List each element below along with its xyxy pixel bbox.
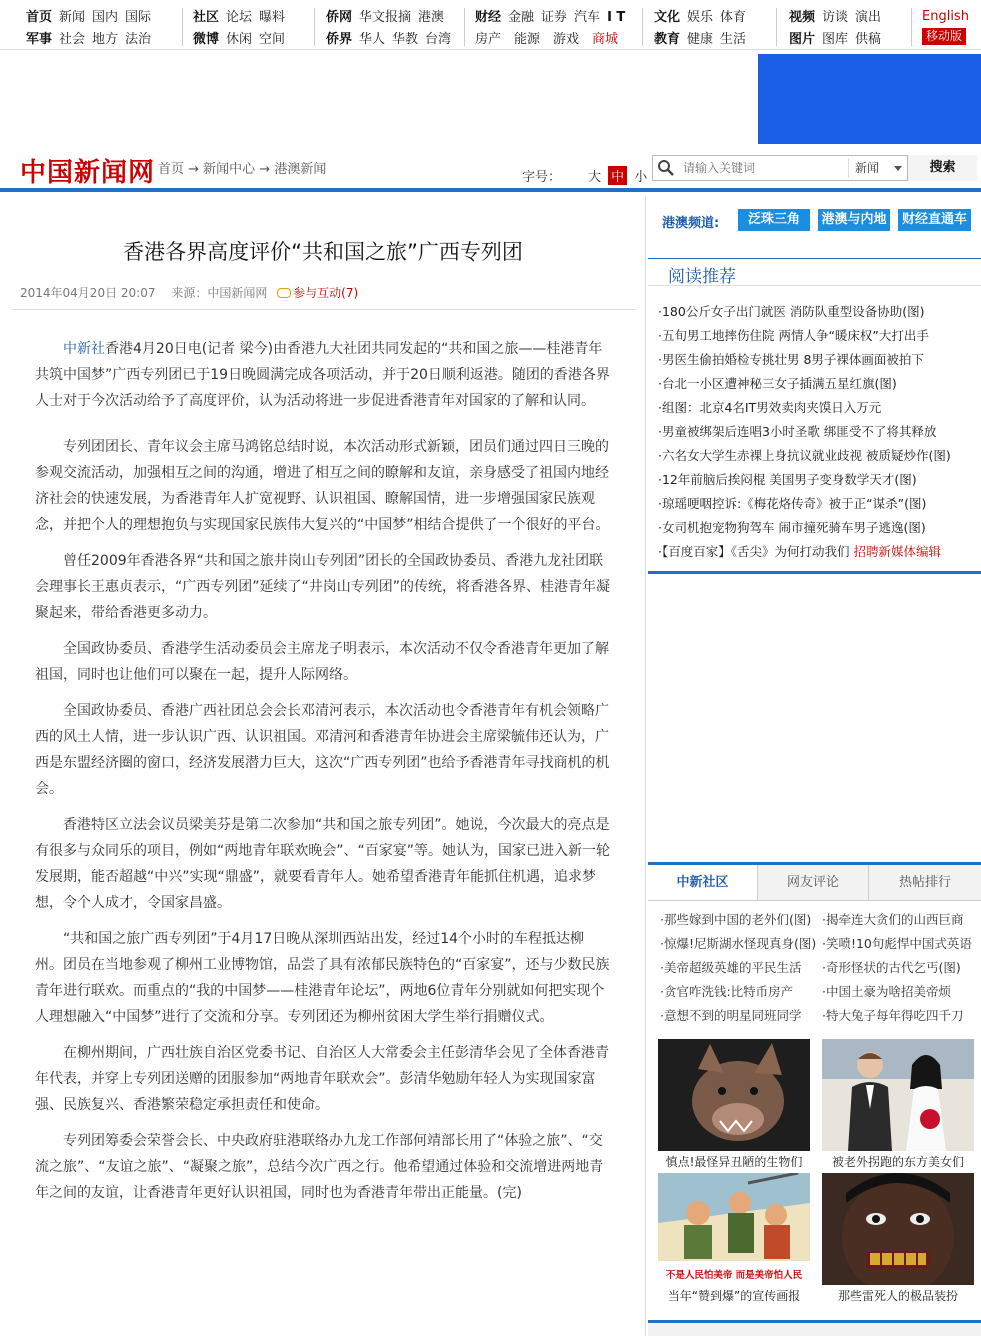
nav-link[interactable]: 文化 <box>654 10 681 25</box>
article-paragraph: 曾任2009年香港各界“共和国之旅井岗山专列团”团长的全国政协委员、香港九龙社团联会理事长王惠贞表示，“广西专列团”延续了“井岗山专列团”的传统，将香港各界、桂港青年凝聚起来，带给香港更多动力。 <box>35 553 611 621</box>
nav-link[interactable]: 社会 <box>59 32 86 47</box>
reading-recommend-title: 阅读推荐 <box>668 267 736 287</box>
list-item-link[interactable]: ·【百度百家】《舌尖》为何打动我们 <box>658 544 850 559</box>
nav-link[interactable]: 华人 <box>359 32 386 47</box>
comment-bubble-icon <box>277 288 291 298</box>
nav-divider <box>776 8 777 46</box>
nav-link[interactable]: 台湾 <box>425 32 452 47</box>
top-navigation <box>0 0 981 50</box>
list-item <box>658 540 978 564</box>
tab-community[interactable]: 中新社区 <box>648 865 758 900</box>
list-row <box>660 932 980 956</box>
nav-link[interactable]: 微博 <box>193 32 220 47</box>
nav-divider <box>314 8 315 46</box>
nav-link[interactable]: 社区 <box>193 10 220 25</box>
search-category-select[interactable]: 新闻 <box>848 158 906 178</box>
list-item[interactable]: ·特大兔子每年得吃四千刀 <box>822 1008 964 1023</box>
font-size-label: 字号： <box>522 170 562 185</box>
list-item[interactable]: ·五旬男工地摔伤住院 两情人争“暖床权”大打出手 <box>658 328 929 343</box>
list-item[interactable]: ·中国土豪为啥招美帝烦 <box>822 984 951 999</box>
list-row <box>660 956 980 980</box>
nav-link[interactable]: 健康 <box>687 32 714 47</box>
nav-link[interactable]: 休闲 <box>226 32 253 47</box>
font-size-switcher <box>522 166 650 185</box>
nav-link[interactable]: 娱乐 <box>687 10 714 25</box>
nav-divider <box>911 8 912 46</box>
nav-link[interactable]: 证券 <box>541 10 568 25</box>
comments-link[interactable]: 参与互动(7) <box>293 286 359 300</box>
font-size-large[interactable]: 大 <box>588 170 602 185</box>
nav-link[interactable]: 供稿 <box>855 32 882 47</box>
article-paragraph <box>35 336 611 414</box>
photo-caption[interactable]: 那些雷死人的极品装扮 <box>837 1289 958 1303</box>
font-size-medium[interactable]: 中 <box>608 166 627 185</box>
nav-link[interactable]: 首页 <box>26 10 53 25</box>
list-item[interactable]: ·笑喷!10句彪悍中国式英语 <box>822 936 972 951</box>
nav-link[interactable]: 商城 <box>592 32 619 47</box>
mobile-version-link[interactable]: 移动版 <box>922 28 966 45</box>
list-row <box>660 980 980 1004</box>
site-header <box>0 144 981 192</box>
nav-link[interactable]: 华文报摘 <box>359 10 412 25</box>
photo-costume[interactable] <box>822 1173 974 1285</box>
nav-link[interactable]: 新闻 <box>59 10 86 25</box>
nav-group-finance <box>475 7 632 51</box>
list-item[interactable]: ·男医生偷拍婚检专挑壮男 8男子裸体画面被拍下 <box>658 352 924 367</box>
nav-group-video <box>789 7 888 51</box>
nav-link[interactable]: 图库 <box>822 32 849 47</box>
community-tabs <box>648 865 981 901</box>
list-item[interactable]: ·惊爆!尼斯湖水怪现真身(图) <box>660 936 817 951</box>
list-item[interactable]: ·12年前脑后挨闷棍 美国男子变身数学天才(图) <box>658 472 917 487</box>
nav-link[interactable]: 游戏 <box>553 32 580 47</box>
search-button[interactable]: 搜索 <box>907 155 977 181</box>
article-paragraph: 全国政协委员、香港广西社团总会会长邓清河表示，本次活动也令香港青年有机会领略广西的风土人情，进一步认识广西、认识祖国。邓清河和香港青年协进会主席梁毓伟还认为，广西是东盟经济圈的窗口，经济发展潜力巨大，这次“广西专列团”也给予香港青年寻找商机的机会。 <box>35 703 610 797</box>
list-item[interactable]: ·那些嫁到中国的老外们(图) <box>660 912 812 927</box>
paragraph-text: 香港4月20日电(记者 梁今)由香港九大社团共同发起的“共和国之旅——桂港青年共筑中国梦”广西专列团已于19日晚圆满完成各项活动，并于20日顺利返港。随团的香港各界人士对于今次活动给予了高度评价，认为活动将进一步促进香港青年对国家的了解和认同。 <box>35 341 610 409</box>
nav-group-news <box>26 7 158 51</box>
nav-link[interactable]: 访谈 <box>822 10 849 25</box>
search-box <box>652 155 977 181</box>
nav-link[interactable]: 金融 <box>508 10 535 25</box>
nav-link[interactable]: 侨网 <box>326 10 353 25</box>
nav-link[interactable]: 华教 <box>392 32 419 47</box>
nav-link[interactable]: 法治 <box>125 32 152 47</box>
article-paragraph: 专列团筹委会荣誉会长、中央政府驻港联络办九龙工作部何靖部长用了“体验之旅”、“交流之旅”、“友谊之旅”、“凝聚之旅”，总结今次广西之行。他希望通过体验和交流增进两地青年之间的友谊，让香港青年更好认识祖国，同时也为香港青年带出正能量。(完) <box>35 1133 604 1201</box>
nav-divider <box>182 8 183 46</box>
article-paragraph: 全国政协委员、香港学生活动委员会主席龙子明表示，本次活动不仅令香港青年更加了解祖国，同时也让他们可以聚在一起，提升人际网络。 <box>35 641 609 683</box>
list-item[interactable]: ·贪官咋洗钱:比特币房产 <box>660 984 794 999</box>
bat-image <box>658 1039 810 1151</box>
font-size-small[interactable]: 小 <box>634 170 648 185</box>
recruit-link[interactable]: 招聘新媒体编辑 <box>853 544 941 559</box>
reading-recommend-header <box>648 258 981 286</box>
channel-bar <box>648 206 981 236</box>
list-item[interactable]: ·女司机抱宠物狗驾车 闹市撞死骑车男子逃逸(图) <box>658 520 926 535</box>
article-body <box>35 336 611 1216</box>
article-meta <box>20 284 358 301</box>
list-item[interactable]: ·组图：北京4名IT男效卖肉夹馍日入万元 <box>658 400 882 415</box>
list-item[interactable]: ·琼瑶哽咽控诉:《梅花烙传奇》被于正“谋杀”(图) <box>658 496 927 511</box>
nav-link[interactable]: 生活 <box>720 32 747 47</box>
list-item[interactable]: ·奇形怪状的古代乞丐(图) <box>822 960 961 975</box>
tab-comments[interactable]: 网友评论 <box>758 865 869 900</box>
english-link[interactable]: English <box>922 9 969 24</box>
nav-link[interactable]: 能源 <box>514 32 541 47</box>
article-title: 香港各界高度评价“共和国之旅”广西专列团 <box>123 240 523 264</box>
article-paragraph: 在柳州期间，广西壮族自治区党委书记、自治区人大常委会主任彭清华会见了全体香港青年代表，并穿上专列团送赠的团服参加“两地青年联欢会”。彭清华勉励年轻人为实现国家富强、民族复兴、香港繁荣稳定承担责任和使命。 <box>35 1045 609 1113</box>
nav-link[interactable]: 港澳 <box>418 10 445 25</box>
article-source: 来源：中国新闻网 <box>171 286 268 300</box>
nav-link[interactable]: 体育 <box>720 10 747 25</box>
face-image <box>822 1173 974 1285</box>
nav-link[interactable]: 演出 <box>855 10 882 25</box>
list-item[interactable]: ·美帝超级英雄的平民生活 <box>660 960 802 975</box>
list-item[interactable]: ·180公斤女子出门就医 消防队重型设备协助(图) <box>658 304 925 319</box>
nav-link[interactable]: 地方 <box>92 32 119 47</box>
reading-recommend-list <box>658 300 978 564</box>
article-paragraph: 专列团团长、青年议会主席马鸿铭总结时说，本次活动形式新颖，团员们通过四日三晚的参观交流活动，加强相互之间的沟通，增进了相互之间的瞭解和友谊，亲身感受了祖国内地经济社会的快速发展，为香港青年人扩宽视野、认识祖国、瞭解国情，进一步增强国家民族观念，并把个人的理想抱负与实现国家民族伟大复兴的“中国梦”相结合提供了一个很好的平台。 <box>35 439 610 533</box>
photo-caption[interactable]: 当年“赞到爆”的宣传画报 <box>667 1289 801 1303</box>
nav-divider <box>464 8 465 46</box>
nav-link[interactable]: 曝料 <box>259 10 286 25</box>
photo-caption[interactable]: 被老外拐跑的东方美女们 <box>831 1155 964 1169</box>
nav-link[interactable]: 国际 <box>125 10 152 25</box>
nav-link[interactable]: 军事 <box>26 32 53 47</box>
tab-hot-posts[interactable]: 热帖排行 <box>898 875 951 890</box>
channel-label: 港澳频道: <box>662 216 720 231</box>
nav-group-overseas <box>326 7 458 51</box>
list-item[interactable]: ·台北一小区遭神秘三女子插满五星红旗(图) <box>658 376 897 391</box>
banner-ad[interactable] <box>758 54 981 144</box>
next-section-tabs <box>648 1320 981 1336</box>
channel-tab[interactable]: 泛珠三角 <box>738 209 810 231</box>
nav-link[interactable]: 房产 <box>475 32 502 47</box>
photo-couple[interactable] <box>822 1039 974 1151</box>
photo-poster[interactable] <box>658 1173 810 1285</box>
community-list <box>660 908 980 1028</box>
nav-link[interactable]: 国内 <box>92 10 119 25</box>
header-divider <box>0 188 981 192</box>
photo-creature[interactable] <box>658 1039 810 1151</box>
nav-link[interactable]: 侨界 <box>326 32 353 47</box>
article-paragraph: “共和国之旅广西专列团”于4月17日晚从深圳西站出发，经过14个小时的车程抵达柳州。团员在当地参观了柳州工业博物馆，品尝了具有浓郁民族特色的“百家宴”，还与少数民族青年进行联欢。而重点的“我的中国梦——桂港青年论坛”，两地6位青年分别就如何把实现个人理想融入“中国梦”进行了交流和分享。专列团还为柳州贫困大学生举行捐赠仪式。 <box>35 931 610 1025</box>
article-column <box>0 196 646 1336</box>
nav-link[interactable]: 视频 <box>789 10 816 25</box>
sidebar-ad-space <box>648 574 981 859</box>
nav-link[interactable]: 论坛 <box>226 10 253 25</box>
search-input[interactable] <box>683 158 843 178</box>
nav-link[interactable]: 教育 <box>654 32 681 47</box>
photo-caption[interactable]: 慎点!最怪异丑陋的生物们 <box>665 1155 803 1169</box>
sidebar <box>648 196 981 1336</box>
list-row <box>660 1004 980 1028</box>
channel-tab[interactable]: 财经直通车 <box>898 209 971 231</box>
breadcrumb[interactable]: 首页 → 新闻中心 → 港澳新闻 <box>158 162 327 177</box>
list-item[interactable]: ·男童被绑架后连唱3小时圣歌 绑匪受不了将其释放 <box>658 424 937 439</box>
site-logo[interactable]: 中国新闻网 <box>20 158 156 188</box>
nav-link[interactable]: 图片 <box>789 32 816 47</box>
list-item[interactable]: ·六名女大学生赤裸上身抗议就业歧视 被质疑炒作(图) <box>658 448 951 463</box>
nav-group-community <box>193 7 292 51</box>
article-paragraph: 香港特区立法会议员梁美芬是第二次参加“共和国之旅专列团”。她说，今次最大的亮点是有很多与众同乐的项目，例如“两地青年联欢晚会”、“百家宴”等。她认为，国家已进入新一轮发展期，能否超越“中兴”实现“鼎盛”，就要看青年人。她希望香港青年能抓住机遇，追求梦想，令个人成才，令国家昌盛。 <box>35 817 611 911</box>
nav-link[interactable]: 空间 <box>259 32 286 47</box>
poster-slogan: 不是人民怕美帝 而是美帝怕人民 <box>665 1270 803 1281</box>
source-link[interactable]: 中新社 <box>63 341 105 357</box>
article-date: 2014年04月20日 20:07 <box>20 286 156 300</box>
nav-link[interactable]: 财经 <box>475 10 502 25</box>
list-item[interactable]: ·意想不到的明星同班同学 <box>660 1008 802 1023</box>
search-icon <box>657 159 675 177</box>
channel-tab[interactable]: 港澳与内地 <box>818 209 890 231</box>
couple-image <box>822 1039 974 1151</box>
nav-divider <box>642 8 643 46</box>
list-item[interactable]: ·揭牵连大贪们的山西巨商 <box>822 912 964 927</box>
nav-group-culture <box>654 7 753 51</box>
list-row <box>660 908 980 932</box>
nav-link[interactable]: 汽车 <box>574 10 601 25</box>
meta-divider <box>12 309 636 310</box>
nav-link[interactable]: I T <box>607 10 626 25</box>
